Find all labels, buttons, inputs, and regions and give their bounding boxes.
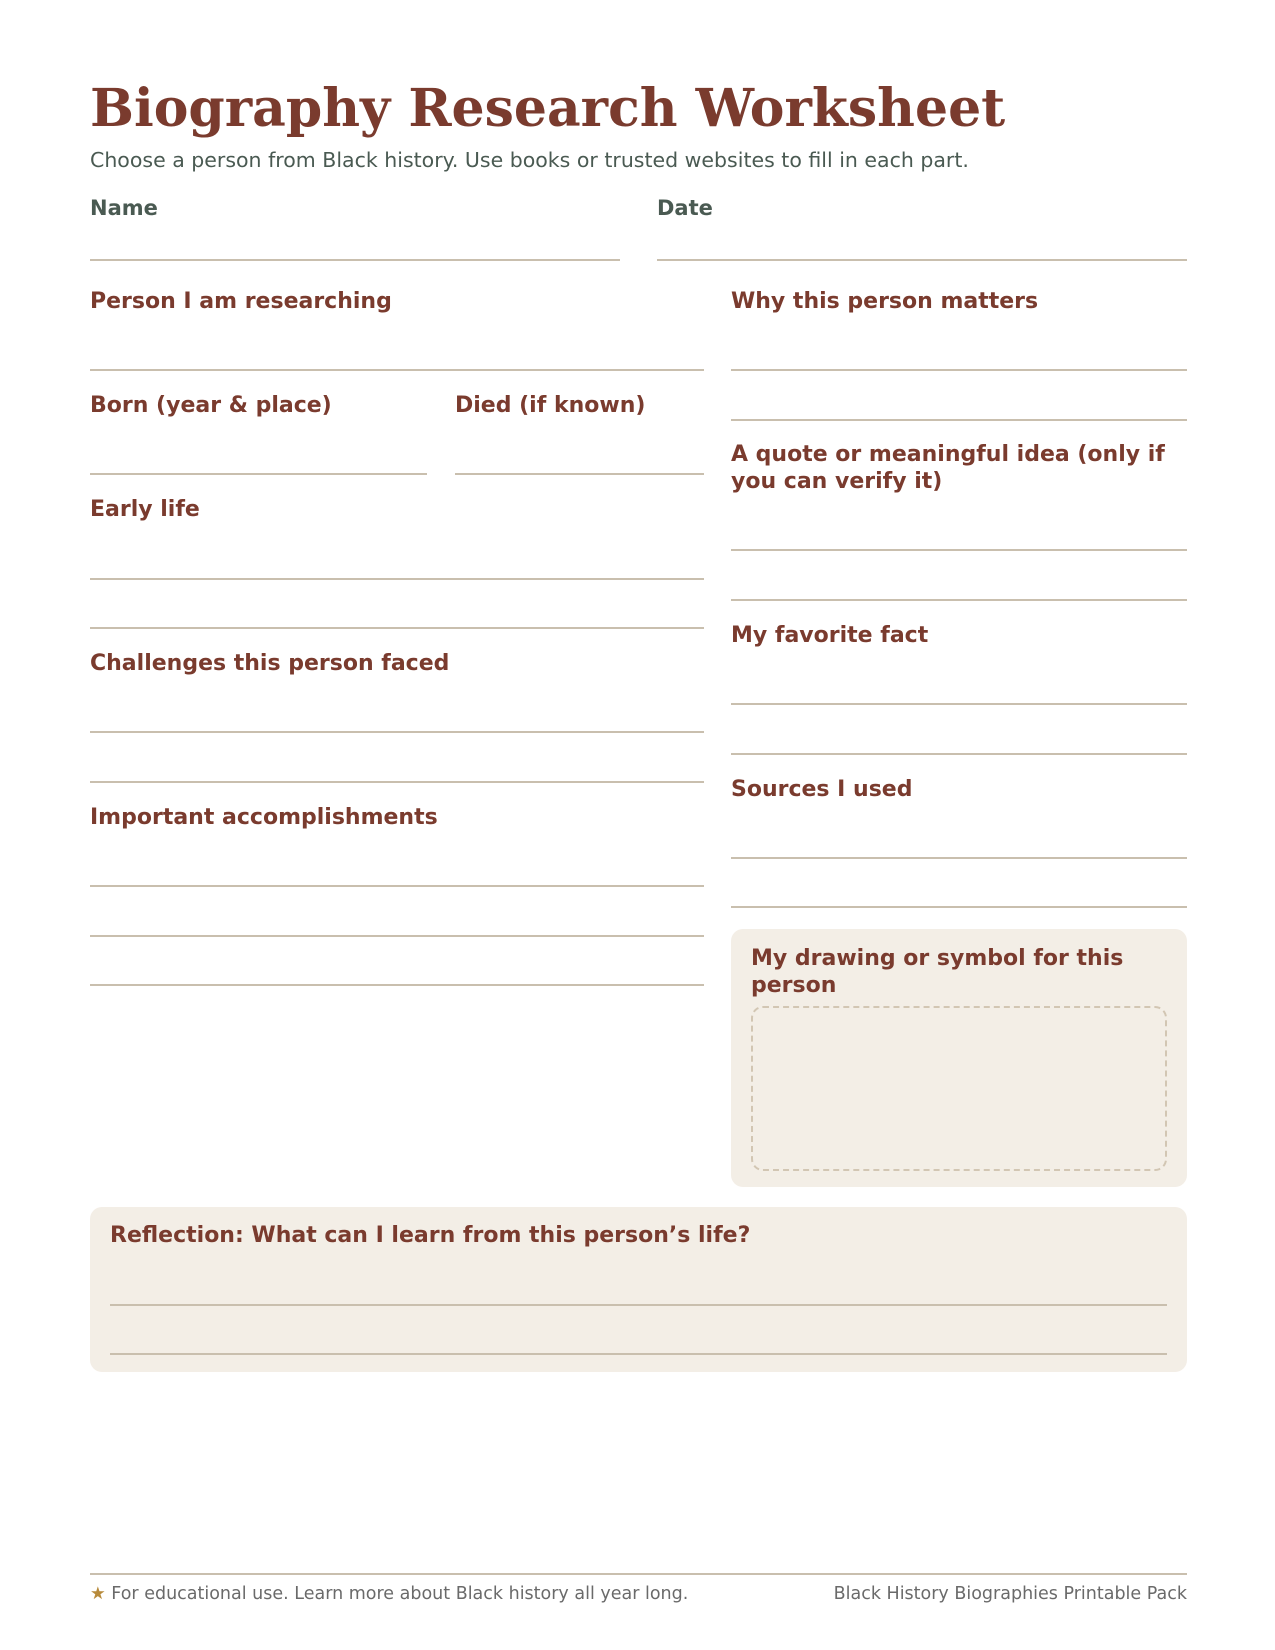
favorite-fact-line-2[interactable]	[731, 753, 1187, 755]
favorite-fact-line-1[interactable]	[731, 703, 1187, 705]
footer-divider	[90, 1573, 1187, 1575]
date-label: Date	[657, 196, 713, 220]
sources-line-2[interactable]	[731, 906, 1187, 908]
reflection-line-2[interactable]	[110, 1353, 1167, 1355]
accomplishments-line-1[interactable]	[90, 885, 704, 887]
footer-left-text: For educational use. Learn more about Black history all year long.	[111, 1584, 689, 1604]
died-line[interactable]	[455, 473, 704, 475]
challenges-label: Challenges this person faced	[90, 651, 450, 676]
person-line[interactable]	[90, 369, 704, 371]
reflection-label: Reflection: What can I learn from this person’s life?	[110, 1223, 751, 1248]
early-life-label: Early life	[90, 497, 200, 522]
born-label: Born (year & place)	[90, 393, 332, 418]
drawing-area[interactable]	[751, 1006, 1167, 1171]
star-icon: ★	[90, 1584, 106, 1604]
favorite-fact-label: My favorite fact	[731, 623, 929, 648]
sources-label: Sources I used	[731, 777, 913, 802]
why-matters-line-2[interactable]	[731, 419, 1187, 421]
reflection-line-1[interactable]	[110, 1304, 1167, 1306]
name-label: Name	[90, 196, 158, 220]
born-line[interactable]	[90, 473, 427, 475]
drawing-label: My drawing or symbol for this person	[751, 946, 1124, 998]
why-matters-label: Why this person matters	[731, 289, 1039, 314]
footer-left	[90, 1583, 688, 1605]
died-label: Died (if known)	[455, 393, 646, 418]
footer-right-text: Black History Biographies Printable Pack	[833, 1584, 1187, 1604]
early-life-line-2[interactable]	[90, 627, 704, 629]
quote-label: A quote or meaningful idea (only if you can verify it)	[731, 442, 1165, 494]
page-title: Biography Research Worksheet	[90, 78, 1006, 139]
accomplishments-line-2[interactable]	[90, 935, 704, 937]
name-line[interactable]	[90, 259, 620, 261]
instructions: Choose a person from Black history. Use books or trusted websites to fill in each part.	[90, 148, 969, 172]
why-matters-line-1[interactable]	[731, 369, 1187, 371]
sources-line-1[interactable]	[731, 857, 1187, 859]
date-line[interactable]	[657, 259, 1187, 261]
person-label: Person I am researching	[90, 289, 392, 314]
accomplishments-line-3[interactable]	[90, 984, 704, 986]
early-life-line-1[interactable]	[90, 578, 704, 580]
challenges-line-2[interactable]	[90, 781, 704, 783]
accomplishments-label: Important accomplishments	[90, 805, 438, 830]
quote-line-1[interactable]	[731, 549, 1187, 551]
quote-line-2[interactable]	[731, 599, 1187, 601]
challenges-line-1[interactable]	[90, 731, 704, 733]
